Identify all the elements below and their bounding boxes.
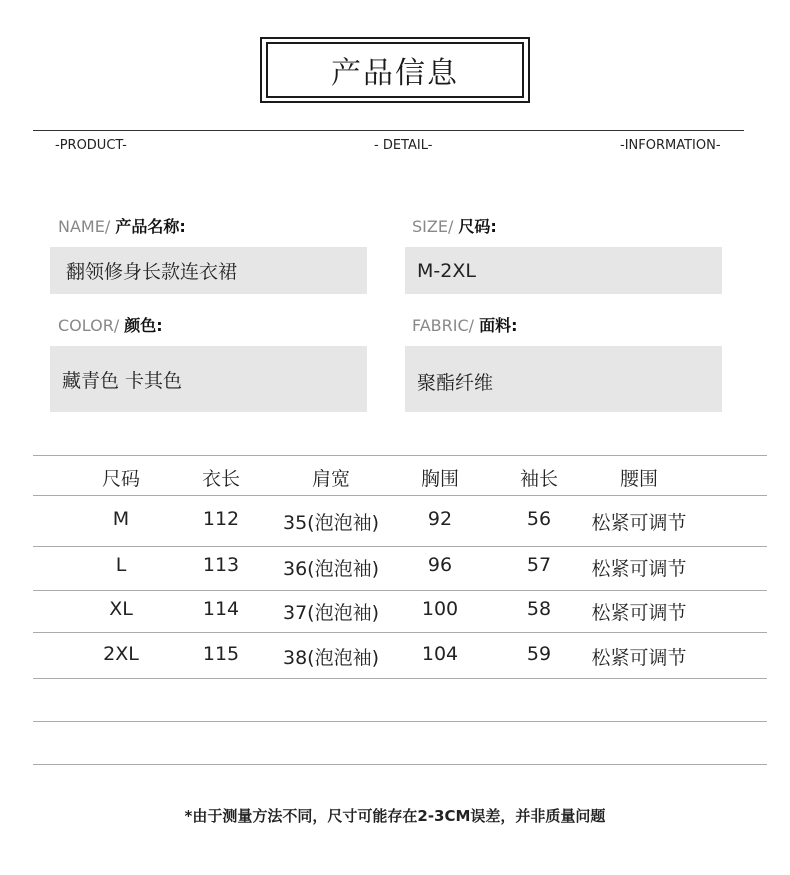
table-cell: 松紧可调节 (591, 558, 687, 580)
table-header-cell: 袖长 (519, 468, 558, 490)
table-cell: 96 (427, 554, 453, 576)
table-cell: 92 (427, 508, 453, 530)
table-cell: M (112, 508, 130, 530)
table-header-cell: 肩宽 (311, 468, 350, 490)
table-header-cell: 腰围 (619, 468, 658, 490)
page-title: 产品信息 (266, 42, 524, 98)
subhead-information: -INFORMATION- (620, 138, 721, 153)
color-label-en: COLOR/ (58, 316, 125, 335)
table-cell: 104 (421, 643, 459, 665)
color-value-box (50, 346, 367, 412)
color-label-cn: 颜色: (124, 316, 163, 335)
table-cell: 56 (526, 508, 552, 530)
fabric-value-box (405, 346, 722, 412)
table-cell: 2XL (103, 643, 139, 665)
table-cell: 114 (202, 598, 240, 620)
table-header-cell: 衣长 (201, 468, 240, 490)
table-cell: 113 (202, 554, 240, 576)
name-value: 翻领修身长款连衣裙 (66, 261, 238, 283)
header-divider (33, 130, 744, 131)
table-cell: 59 (526, 643, 552, 665)
name-label-cn: 产品名称: (115, 217, 186, 236)
table-cell: 112 (202, 508, 240, 530)
color-value: 藏青色 卡其色 (62, 370, 183, 392)
table-cell: 58 (526, 598, 552, 620)
table-header-cell: 胸围 (420, 468, 459, 490)
table-cell: 115 (202, 643, 240, 665)
size-label-en: SIZE/ (412, 217, 459, 236)
table-divider (33, 764, 767, 765)
table-divider (33, 495, 767, 496)
table-divider (33, 721, 767, 722)
size-label-cn: 尺码: (458, 217, 497, 236)
name-label (58, 214, 186, 237)
table-divider (33, 632, 767, 633)
table-cell: L (115, 554, 127, 576)
table-cell: 36(泡泡袖) (282, 558, 379, 580)
table-cell: 100 (421, 598, 459, 620)
table-divider (33, 455, 767, 456)
table-cell: 38(泡泡袖) (282, 647, 379, 669)
fabric-label-en: FABRIC/ (412, 316, 480, 335)
fabric-value: 聚酯纤维 (417, 372, 494, 394)
table-cell: 松紧可调节 (591, 512, 687, 534)
table-divider (33, 678, 767, 679)
color-label (58, 313, 163, 336)
fabric-label (412, 313, 518, 336)
size-value-box (405, 247, 722, 294)
table-cell: 松紧可调节 (591, 602, 687, 624)
size-label (412, 214, 497, 237)
table-cell: 57 (526, 554, 552, 576)
table-divider (33, 546, 767, 547)
measurement-note: *由于测量方法不同，尺寸可能存在2-3CM误差，并非质量问题 (184, 807, 606, 825)
name-label-en: NAME/ (58, 217, 116, 236)
subhead-detail: - DETAIL- (374, 138, 433, 153)
subhead-product: -PRODUCT- (55, 138, 127, 153)
fabric-label-cn: 面料: (479, 316, 518, 335)
table-cell: 松紧可调节 (591, 647, 687, 669)
table-divider (33, 590, 767, 591)
table-header-cell: 尺码 (101, 468, 140, 490)
size-value: M-2XL (417, 259, 476, 282)
table-cell: XL (109, 598, 133, 620)
table-cell: 35(泡泡袖) (282, 512, 379, 534)
name-value-box (50, 247, 367, 294)
table-cell: 37(泡泡袖) (282, 602, 379, 624)
